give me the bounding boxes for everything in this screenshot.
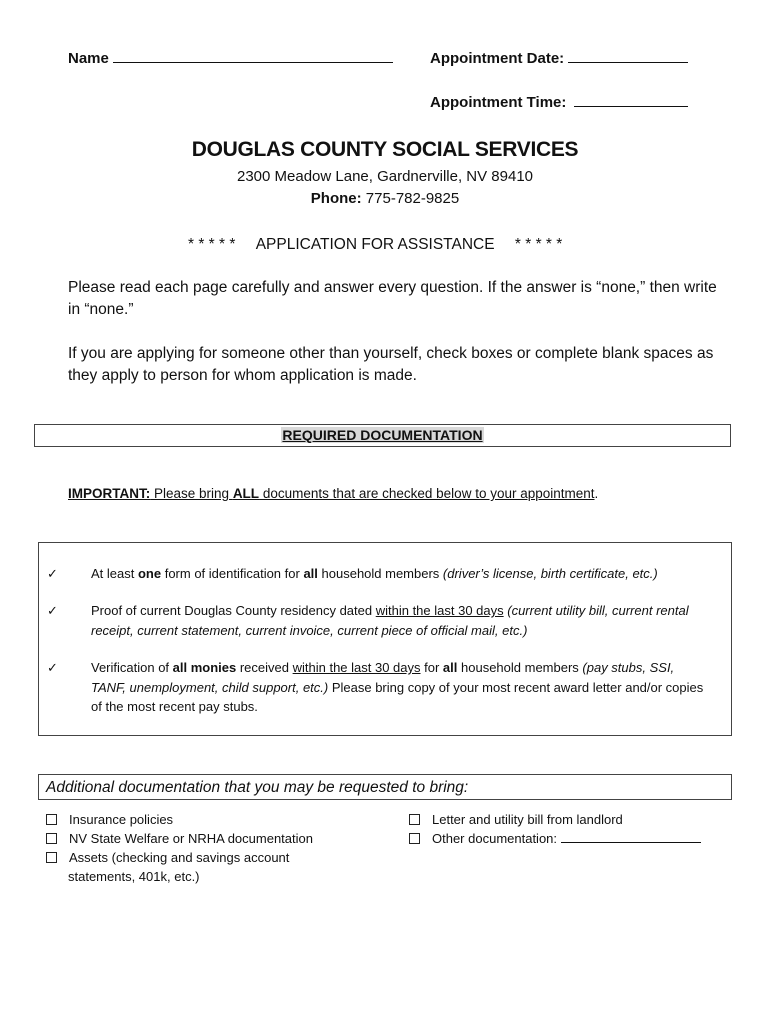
checkbox-icon[interactable] [46, 833, 57, 844]
item1-examples: (driver’s license, birth certificate, etc.) [442, 566, 658, 581]
item3-all: all [442, 660, 458, 675]
appointment-time-field[interactable] [430, 92, 688, 111]
item1-one: one [137, 566, 162, 581]
additional-documentation-header: Additional documentation that you may be requested to bring: [38, 774, 732, 800]
important-text-1: Please bring [150, 486, 233, 501]
instructions-paragraph-1: Please read each page carefully and answer every question. If the answer is “none,” then write in “none.” [68, 279, 717, 318]
item1-text-e: household members [317, 566, 443, 581]
additional-item-label: Assets (checking and savings account [69, 850, 290, 865]
item3-examples: (pay stubs, SSI, TANF, unemployment, child support, etc.) [91, 660, 675, 695]
item1-text-c: form of identification for [161, 566, 304, 581]
check-icon: ✓ [47, 660, 58, 675]
important-all: ALL [232, 486, 260, 501]
appointment-time-label: Appointment Time: [430, 94, 567, 111]
appointment-time-blank[interactable] [574, 92, 688, 107]
name-blank[interactable] [113, 48, 393, 63]
additional-item-welfare[interactable] [46, 829, 313, 848]
name-field[interactable] [68, 48, 393, 67]
important-text-2: documents that are checked below to your appointment [259, 486, 595, 501]
check-icon: ✓ [47, 603, 58, 618]
agency-title: DOUGLAS COUNTY SOCIAL SERVICES [191, 138, 579, 161]
item3-text-e: for [420, 660, 443, 675]
item1-all: all [303, 566, 318, 581]
additional-item-insurance[interactable] [46, 810, 173, 829]
additional-item-label: Other documentation: [432, 831, 558, 846]
item2-examples: (current utility bill, current rental receipt, current statement, current invoice, current piece of official mail, etc.) [91, 603, 689, 638]
important-label: IMPORTANT: [68, 486, 151, 501]
form-title-text: APPLICATION FOR ASSISTANCE [255, 236, 495, 253]
item3-text-g: household members [457, 660, 583, 675]
required-documents-box [38, 542, 732, 736]
item2-within-30-days: within the last 30 days [375, 603, 504, 618]
item3-text-c: received [236, 660, 293, 675]
checkbox-icon[interactable] [409, 814, 420, 825]
additional-item-label: Letter and utility bill from landlord [432, 812, 623, 827]
other-documentation-blank[interactable] [561, 830, 701, 843]
checkbox-icon[interactable] [46, 852, 57, 863]
required-documentation-title: REQUIRED DOCUMENTATION [282, 427, 483, 443]
additional-item-landlord[interactable] [409, 810, 623, 829]
additional-item-label: Insurance policies [69, 812, 174, 827]
item1-text-a: At least [91, 566, 138, 581]
checkbox-icon[interactable] [46, 814, 57, 825]
item3-all-monies: all monies [172, 660, 237, 675]
instructions-paragraph-2: If you are applying for someone other than yourself, check boxes or complete blank spaces as they apply to person for whom application is made. [68, 345, 714, 384]
phone-label: Phone: [310, 190, 362, 207]
item3-within-30-days: within the last 30 days [292, 660, 421, 675]
important-period: . [594, 486, 599, 501]
item3-text-i: Please bring copy of your most recent award letter and/or copies of the most recent pay stubs. [91, 679, 704, 714]
appointment-date-label: Appointment Date: [430, 50, 565, 67]
additional-item-other[interactable] [409, 829, 701, 848]
phone-number: 775-782-9825 [365, 190, 460, 207]
required-documentation-header [34, 424, 731, 447]
item2-text-a: Proof of current Douglas County residency dated [91, 603, 376, 618]
agency-phone [0, 190, 770, 207]
additional-item-assets-cont: statements, 401k, etc.) [68, 869, 200, 884]
important-note [68, 486, 598, 501]
check-icon: ✓ [47, 566, 58, 581]
appointment-date-blank[interactable] [568, 48, 688, 63]
agency-address: 2300 Meadow Lane, Gardnerville, NV 89410 [236, 168, 534, 185]
name-label: Name [68, 50, 109, 67]
additional-item-label: NV State Welfare or NRHA documentation [69, 831, 313, 846]
form-title [188, 236, 562, 254]
additional-item-assets[interactable] [46, 848, 289, 867]
stars-left: * * * * * [188, 236, 236, 253]
stars-right: * * * * * [514, 236, 563, 253]
checkbox-icon[interactable] [409, 833, 420, 844]
item3-text-a: Verification of [91, 660, 173, 675]
appointment-date-field[interactable] [430, 48, 688, 67]
